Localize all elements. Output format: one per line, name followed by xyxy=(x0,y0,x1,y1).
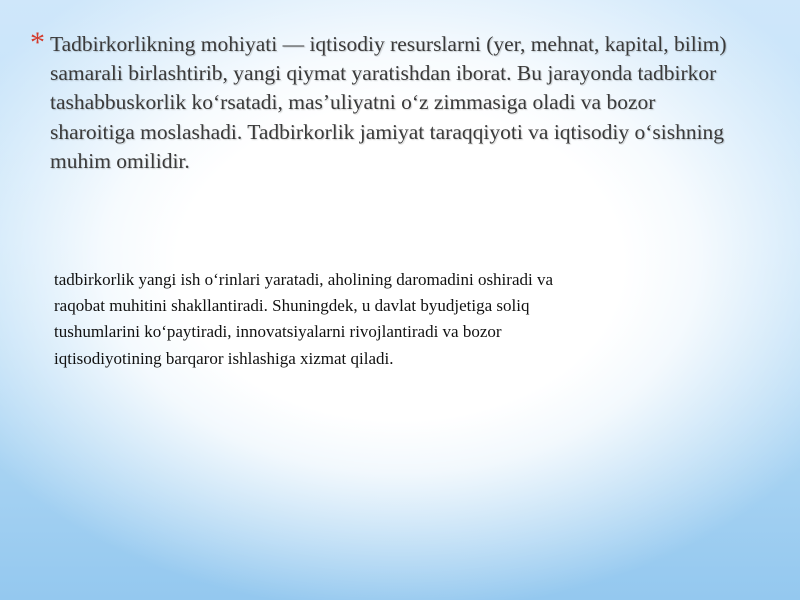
bullet-paragraph-text: Tadbirkorlikning mohiyati — iqtisodiy resurslarni (yer, mehnat, kapital, bilim) samarali birlashtirib, yangi qiymat yaratishdan iborat. Bu jarayonda tadbirkor tashabbuskorlik ko‘rsatadi, mas’uliyatni o‘z zimmasiga oladi va bozor sharoitiga moslashadi. Tadbirkorlik jamiyat taraqqiyoti va iqtisodiy o‘sishning muhim omilidir. xyxy=(50,32,727,173)
body-paragraph: tadbirkorlik yangi ish o‘rinlari yaratadi, aholining daromadini oshiradi va raqobat muhitini shakllantiradi. Shuningdek, u davlat byudjetiga soliq tushumlarini ko‘paytiradi, innovatsiyalarni rivojlantiradi va bozor iqtisodiyotining barqaror ishlashiga xizmat qiladi. xyxy=(54,270,554,368)
bullet-paragraph xyxy=(30,26,730,176)
asterisk-bullet-icon: * xyxy=(30,26,45,59)
